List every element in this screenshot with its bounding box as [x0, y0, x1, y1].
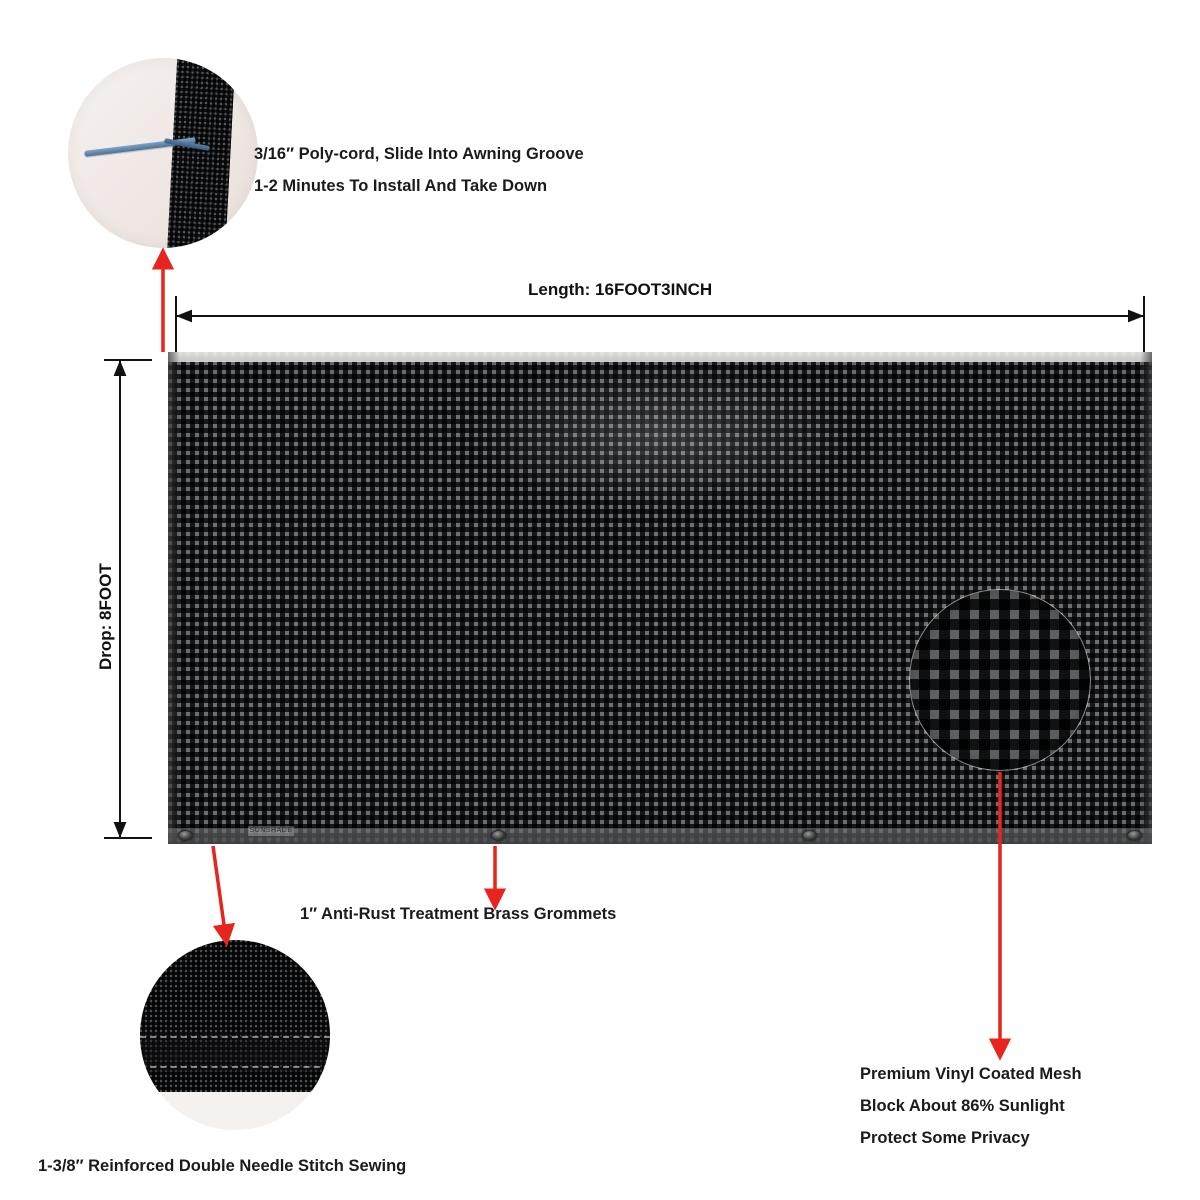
arrow-to-stitch: [213, 846, 225, 932]
grommet: [1127, 830, 1142, 841]
polycord-callout-line2: 1-2 Minutes To Install And Take Down: [254, 177, 548, 195]
polycord-detail-bubble: [68, 58, 258, 248]
length-dimension-line: [176, 296, 1144, 352]
stitch-line-upper: [140, 1036, 330, 1038]
polycord-detail-fabric: [166, 58, 235, 248]
mesh-callout: [860, 1058, 1082, 1154]
product-tag: SUNSHADE: [249, 827, 293, 834]
panel-top-hem: [168, 352, 1152, 362]
mesh-callout-line1: Premium Vinyl Coated Mesh: [860, 1065, 1082, 1083]
polycord-callout-line1: 3/16″ Poly-cord, Slide Into Awning Groove: [254, 145, 584, 163]
grommets-callout-line1: 1″ Anti-Rust Treatment Brass Grommets: [300, 905, 617, 923]
stitch-callout-line1: 1-3/8″ Reinforced Double Needle Stitch Sewing: [38, 1157, 407, 1175]
grommets-callout: [300, 898, 616, 930]
length-label: Length: 16FOOT3INCH: [528, 280, 713, 299]
grommet: [802, 830, 817, 841]
mesh-callout-line2: Block About 86% Sunlight: [860, 1097, 1065, 1115]
drop-label: Drop: 8FOOT: [96, 563, 115, 670]
stitch-line-lower: [140, 1066, 330, 1068]
grommet: [178, 830, 193, 841]
mesh-weave-zoom-bubble: [910, 590, 1090, 770]
panel-right-edge: [1140, 352, 1152, 844]
grommet: [491, 830, 506, 841]
mesh-callout-line3: Protect Some Privacy: [860, 1129, 1030, 1147]
panel-highlight: [463, 362, 857, 510]
stitch-callout: [38, 1150, 406, 1182]
polycord-callout: [254, 138, 584, 202]
stitch-detail-bubble: [140, 940, 330, 1130]
panel-bottom-hem: [168, 828, 1152, 844]
panel-left-edge: [168, 352, 180, 844]
